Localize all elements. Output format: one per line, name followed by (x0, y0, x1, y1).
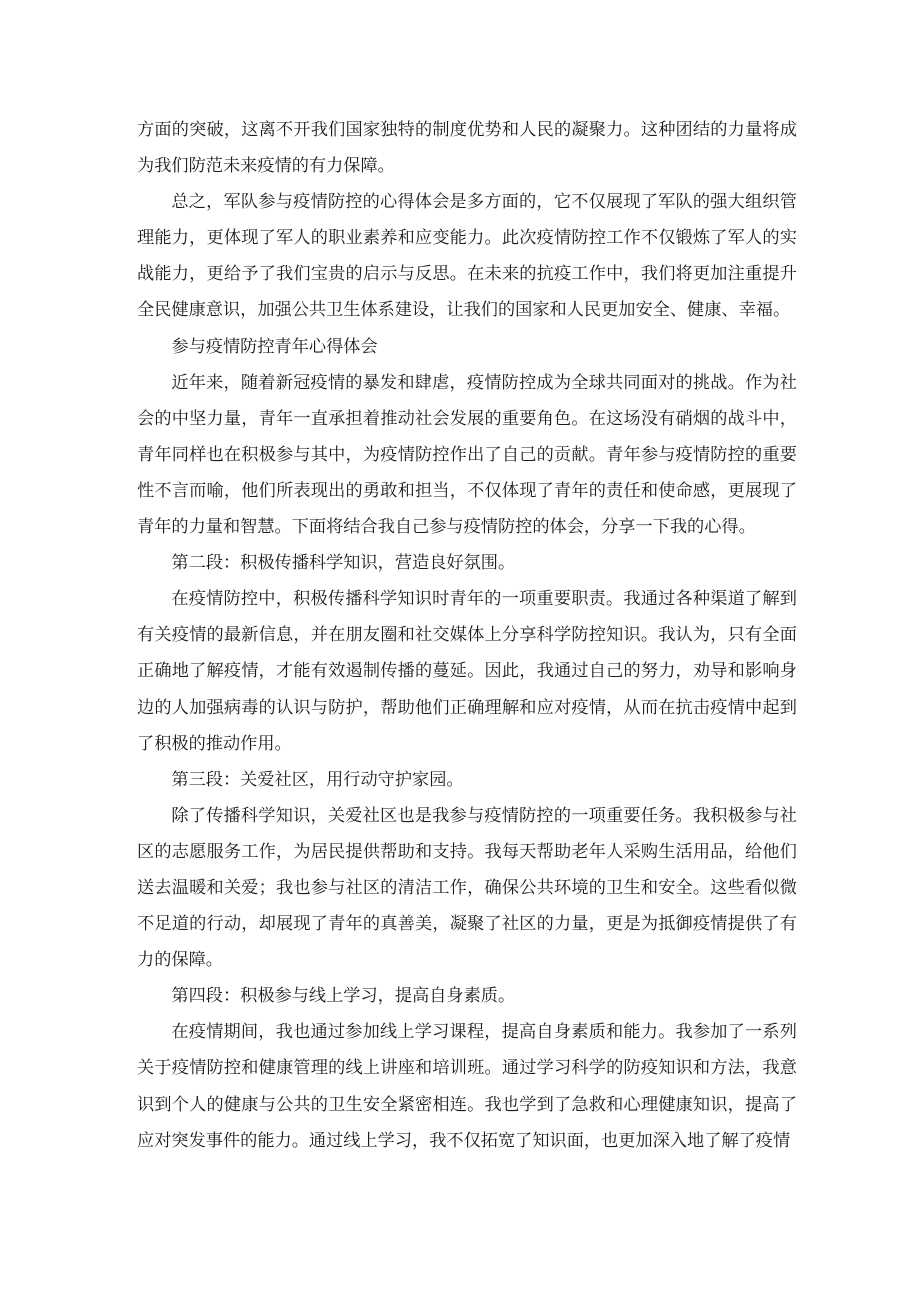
heading-part-four: 第四段：积极参与线上学习，提高自身素质。 (171, 986, 516, 1007)
paragraph-community-care: 除了传播科学知识，关爱社区也是我参与疫情防控的一项重要任务。我积极参与社区的志愿服务工作，为居民提供帮助和支持。我每天帮助老年人采购生活用品，给他们送去温暖和关爱；我也参与社区的清洁工作，确保公共环境的卫生和安全。这些看似微不足道的行动，却展现了青年的真善美，凝聚了社区的力量，更是为抵御疫情提供了有力的保障。 (137, 805, 797, 971)
paragraph-youth-intro: 近年来，随着新冠疫情的暴发和肆虐，疫情防控成为全球共同面对的挑战。作为社会的中坚力量，青年一直承担着推动社会发展的重要角色。在这场没有硝烟的战斗中，青年同样也在积极参与其中，为疫情防控作出了自己的贡献。青年参与疫情防控的重要性不言而喻，他们所表现出的勇敢和担当，不仅体现了青年的责任和使命感，更展现了青年的力量和智慧。下面将结合我自己参与疫情防控的体会，分享一下我的心得。 (137, 372, 797, 538)
document-body (137, 112, 797, 1159)
section-title: 参与疫情防控青年心得体会 (171, 336, 378, 357)
heading-part-two: 第二段：积极传播科学知识，营造良好氛围。 (171, 553, 516, 574)
paragraph-online-learning: 在疫情期间，我也通过参加线上学习课程，提高自身素质和能力。我参加了一系列关于疫情防控和健康管理的线上讲座和培训班。通过学习科学的防疫知识和方法，我意识到个人的健康与公共的卫生安全紧密相连。我也学到了急救和心理健康知识，提高了应对突发事件的能力。通过线上学习，我不仅拓宽了知识面，也更加深入地了解了疫情 (137, 1022, 797, 1151)
paragraph-intro-continuation: 方面的突破，这离不开我们国家独特的制度优势和人民的凝聚力。这种团结的力量将成为我们防范未来疫情的有力保障。 (137, 120, 797, 177)
paragraph-science-knowledge: 在疫情防控中，积极传播科学知识时青年的一项重要职责。我通过各种渠道了解到有关疫情的最新信息，并在朋友圈和社交媒体上分享科学防控知识。我认为，只有全面正确地了解疫情，才能有效遏制传播的蔓延。因此，我通过自己的努力，劝导和影响身边的人加强病毒的认识与防护，帮助他们正确理解和应对疫情，从而在抗击疫情中起到了积极的推动作用。 (137, 589, 797, 754)
paragraph-military-summary: 总之，军队参与疫情防控的心得体会是多方面的，它不仅展现了军队的强大组织管理能力，更体现了军人的职业素养和应变能力。此次疫情防控工作不仅锻炼了军人的实战能力，更给予了我们宝贵的启示与反思。在未来的抗疫工作中，我们将更加注重提升全民健康意识，加强公共卫生体系建设，让我们的国家和人民更加安全、健康、幸福。 (137, 192, 797, 321)
heading-part-three: 第三段：关爱社区，用行动守护家园。 (171, 769, 464, 790)
